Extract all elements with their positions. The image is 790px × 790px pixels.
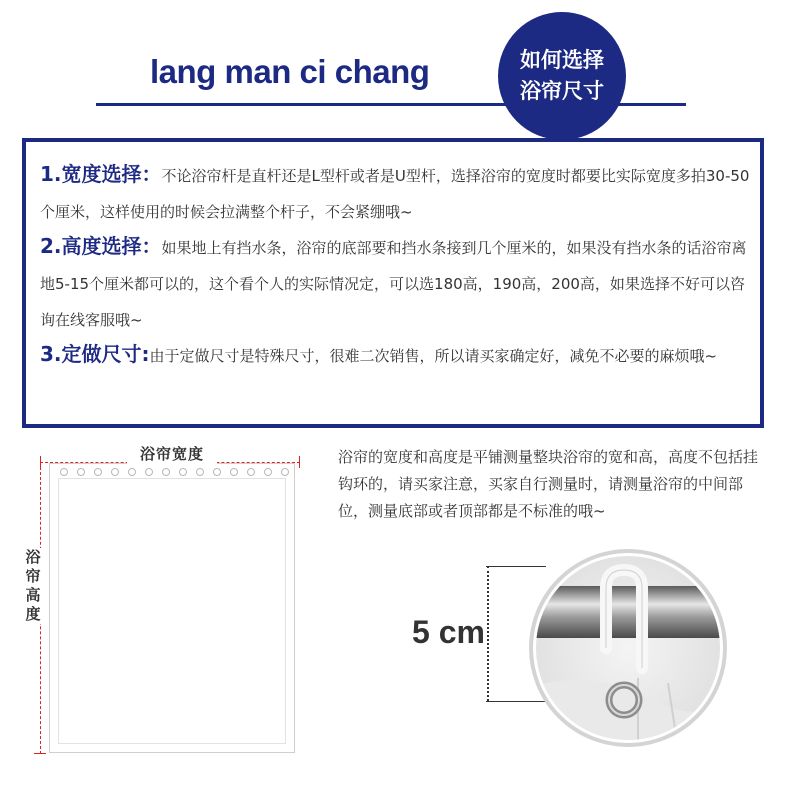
curtain-ring [145,468,153,476]
curtain-ring [281,468,289,476]
custom-size-label: 3.定做尺寸 [40,342,142,366]
height-selection-paragraph [40,228,756,338]
curtain-ring [128,468,136,476]
width-selection-paragraph [40,156,756,230]
curtain-ring [213,468,221,476]
height-selection-text: 如果地上有挡水条，浴帘的底部要和挡水条接到几个厘米的，如果没有挡水条的话浴帘离地5-15个厘米都可以的，这个看个人的实际情况定，可以选180高，190高，200高，如果选择不好可以咨询在线客服哦~ [40,239,747,329]
curtain-ring [162,468,170,476]
badge-line-1: 如何选择 [520,48,604,72]
width-selection-text: 不论浴帘杆是直杆还是L型杆或者是U型杆，选择浴帘的宽度时都要比实际宽度多拍30-50个厘米，这样使用的时候会拉满整个杆子，不会紧绷哦~ [40,167,750,221]
brand-title: lang man ci chang [150,53,430,90]
width-selection-label: 1.宽度选择 [40,162,142,186]
hook-illustration [528,548,728,748]
size-guide-badge [498,12,626,140]
custom-size-colon: : [141,342,150,366]
height-selection-colon: ： [141,234,162,258]
curtain-ring [264,468,272,476]
curtain-ring [247,468,255,476]
curtain-width-label: 浴帘宽度 [127,443,217,464]
curtain-ring [179,468,187,476]
height-dimension-tick-bottom [34,753,46,754]
curtain-height-label: 浴帘高度 [22,548,44,624]
custom-size-text: 由于定做尺寸是特殊尺寸，很难二次销售，所以请买家确定好，减免不必要的麻烦哦~ [149,347,718,365]
curtain-ring [111,468,119,476]
badge-line-2: 浴帘尺寸 [520,79,604,103]
hook-measure-label: 5 cm [412,614,485,650]
curtain-ring [196,468,204,476]
curtain-ring [94,468,102,476]
height-selection-label: 2.高度选择 [40,234,142,258]
curtain-ring [230,468,238,476]
custom-size-paragraph [40,336,756,374]
hook-photo [528,548,728,748]
size-info-box [22,138,764,428]
curtain-ring [77,468,85,476]
hook-measure-vertical-line [487,566,489,701]
curtain-diagram [49,463,295,753]
measurement-description: 浴帘的宽度和高度是平铺测量整块浴帘的宽和高，高度不包括挂钩环的，请买家注意，买家自行测量时，请测量浴帘的中间部位，测量底部或者顶部都是不标准的哦~ [338,448,759,520]
curtain-panel [58,478,286,744]
width-dimension-tick-right [299,456,300,468]
curtain-ring [60,468,68,476]
width-selection-colon: ： [141,162,162,186]
